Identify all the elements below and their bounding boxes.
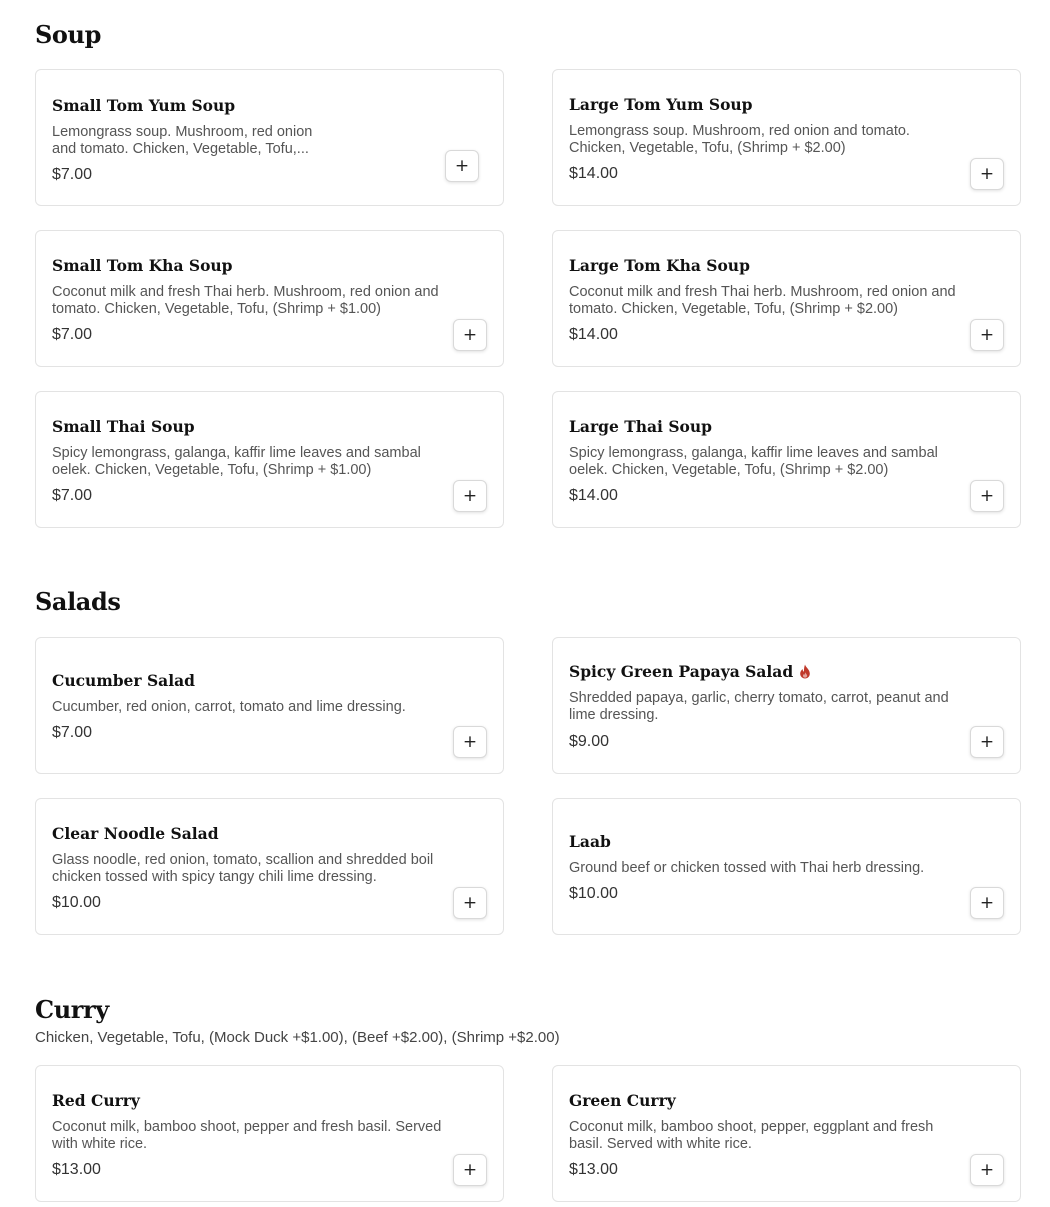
section-title-curry: Curry: [35, 995, 109, 1024]
add-to-cart-button[interactable]: [970, 158, 1004, 190]
plus-icon: +: [462, 731, 478, 752]
item-name: Small Tom Kha Soup: [52, 256, 233, 275]
plus-icon: +: [979, 324, 995, 345]
plus-icon: +: [979, 163, 995, 184]
item-price: $7.00: [52, 487, 93, 504]
menu-item-card[interactable]: [552, 798, 1021, 935]
menu-item-card[interactable]: [552, 637, 1021, 774]
add-to-cart-button[interactable]: [445, 150, 479, 182]
item-price: $14.00: [569, 165, 618, 182]
item-description: Coconut milk and fresh Thai herb. Mushroom, red onion and tomato. Chicken, Vegetable, Tofu, (Shrimp + $1.00): [52, 284, 439, 317]
item-price: $9.00: [569, 733, 610, 750]
menu-item-card[interactable]: [35, 1065, 504, 1202]
item-name: Large Thai Soup: [569, 417, 712, 436]
menu-item-card[interactable]: [552, 391, 1021, 528]
add-to-cart-button[interactable]: [970, 726, 1004, 758]
spicy-flame-icon: [799, 664, 811, 683]
item-description: Coconut milk and fresh Thai herb. Mushroom, red onion and tomato. Chicken, Vegetable, Tofu, (Shrimp + $2.00): [569, 284, 956, 317]
item-name: Small Thai Soup: [52, 417, 195, 436]
item-price: $7.00: [52, 166, 93, 183]
section-title-soup: Soup: [35, 20, 101, 49]
plus-icon: +: [979, 485, 995, 506]
add-to-cart-button[interactable]: [970, 1154, 1004, 1186]
item-price: $10.00: [569, 885, 618, 902]
item-price: $13.00: [569, 1161, 618, 1178]
item-description: Shredded papaya, garlic, cherry tomato, carrot, peanut and lime dressing.: [569, 690, 949, 723]
item-description: Lemongrass soup. Mushroom, red onion and tomato. Chicken, Vegetable, Tofu, (Shrimp + $2.00): [569, 123, 910, 156]
item-price: $7.00: [52, 326, 93, 343]
section-title-salads: Salads: [35, 587, 121, 616]
item-description: Spicy lemongrass, galanga, kaffir lime leaves and sambal oelek. Chicken, Vegetable, Tofu, (Shrimp + $1.00): [52, 445, 421, 478]
add-to-cart-button[interactable]: [453, 887, 487, 919]
plus-icon: +: [454, 155, 470, 176]
item-name: Clear Noodle Salad: [52, 824, 219, 843]
item-name: Large Tom Yum Soup: [569, 95, 753, 114]
item-description: Ground beef or chicken tossed with Thai herb dressing.: [569, 860, 925, 876]
item-description: Lemongrass soup. Mushroom, red onion and tomato. Chicken, Vegetable, Tofu,...: [52, 124, 313, 157]
add-to-cart-button[interactable]: [453, 726, 487, 758]
menu-item-card[interactable]: [35, 230, 504, 367]
menu-item-card[interactable]: [552, 69, 1021, 206]
item-description: Coconut milk, bamboo shoot, pepper and fresh basil. Served with white rice.: [52, 1119, 442, 1152]
item-description: Cucumber, red onion, carrot, tomato and lime dressing.: [52, 699, 406, 715]
plus-icon: +: [462, 324, 478, 345]
plus-icon: +: [979, 731, 995, 752]
menu-item-card[interactable]: [552, 1065, 1021, 1202]
section-subtitle-curry: Chicken, Vegetable, Tofu, (Mock Duck +$1.00), (Beef +$2.00), (Shrimp +$2.00): [35, 1029, 560, 1046]
item-description: Coconut milk, bamboo shoot, pepper, eggplant and fresh basil. Served with white rice.: [569, 1119, 934, 1152]
plus-icon: +: [979, 892, 995, 913]
menu-item-card[interactable]: [552, 230, 1021, 367]
item-name: Cucumber Salad: [52, 671, 195, 690]
plus-icon: +: [462, 1159, 478, 1180]
add-to-cart-button[interactable]: [970, 480, 1004, 512]
add-to-cart-button[interactable]: [453, 1154, 487, 1186]
add-to-cart-button[interactable]: [970, 887, 1004, 919]
menu-item-card[interactable]: [35, 637, 504, 774]
item-description: Glass noodle, red onion, tomato, scallion and shredded boil chicken tossed with spicy tangy chili lime dressing.: [52, 852, 434, 885]
item-price: $13.00: [52, 1161, 101, 1178]
item-name: Small Tom Yum Soup: [52, 96, 236, 115]
item-price: $7.00: [52, 724, 93, 741]
item-price: $14.00: [569, 326, 618, 343]
menu-item-card[interactable]: [35, 391, 504, 528]
plus-icon: +: [462, 485, 478, 506]
item-price: $10.00: [52, 894, 101, 911]
add-to-cart-button[interactable]: [453, 319, 487, 351]
menu-item-card[interactable]: [35, 69, 504, 206]
add-to-cart-button[interactable]: [970, 319, 1004, 351]
item-name: Spicy Green Papaya Salad: [569, 663, 811, 683]
add-to-cart-button[interactable]: [453, 480, 487, 512]
plus-icon: +: [979, 1159, 995, 1180]
item-name: Large Tom Kha Soup: [569, 256, 750, 275]
item-name: Red Curry: [52, 1091, 140, 1110]
menu-item-card[interactable]: [35, 798, 504, 935]
item-description: Spicy lemongrass, galanga, kaffir lime leaves and sambal oelek. Chicken, Vegetable, Tofu, (Shrimp + $2.00): [569, 445, 938, 478]
plus-icon: +: [462, 892, 478, 913]
item-name: Laab: [569, 832, 611, 851]
item-name: Green Curry: [569, 1091, 676, 1110]
item-price: $14.00: [569, 487, 618, 504]
